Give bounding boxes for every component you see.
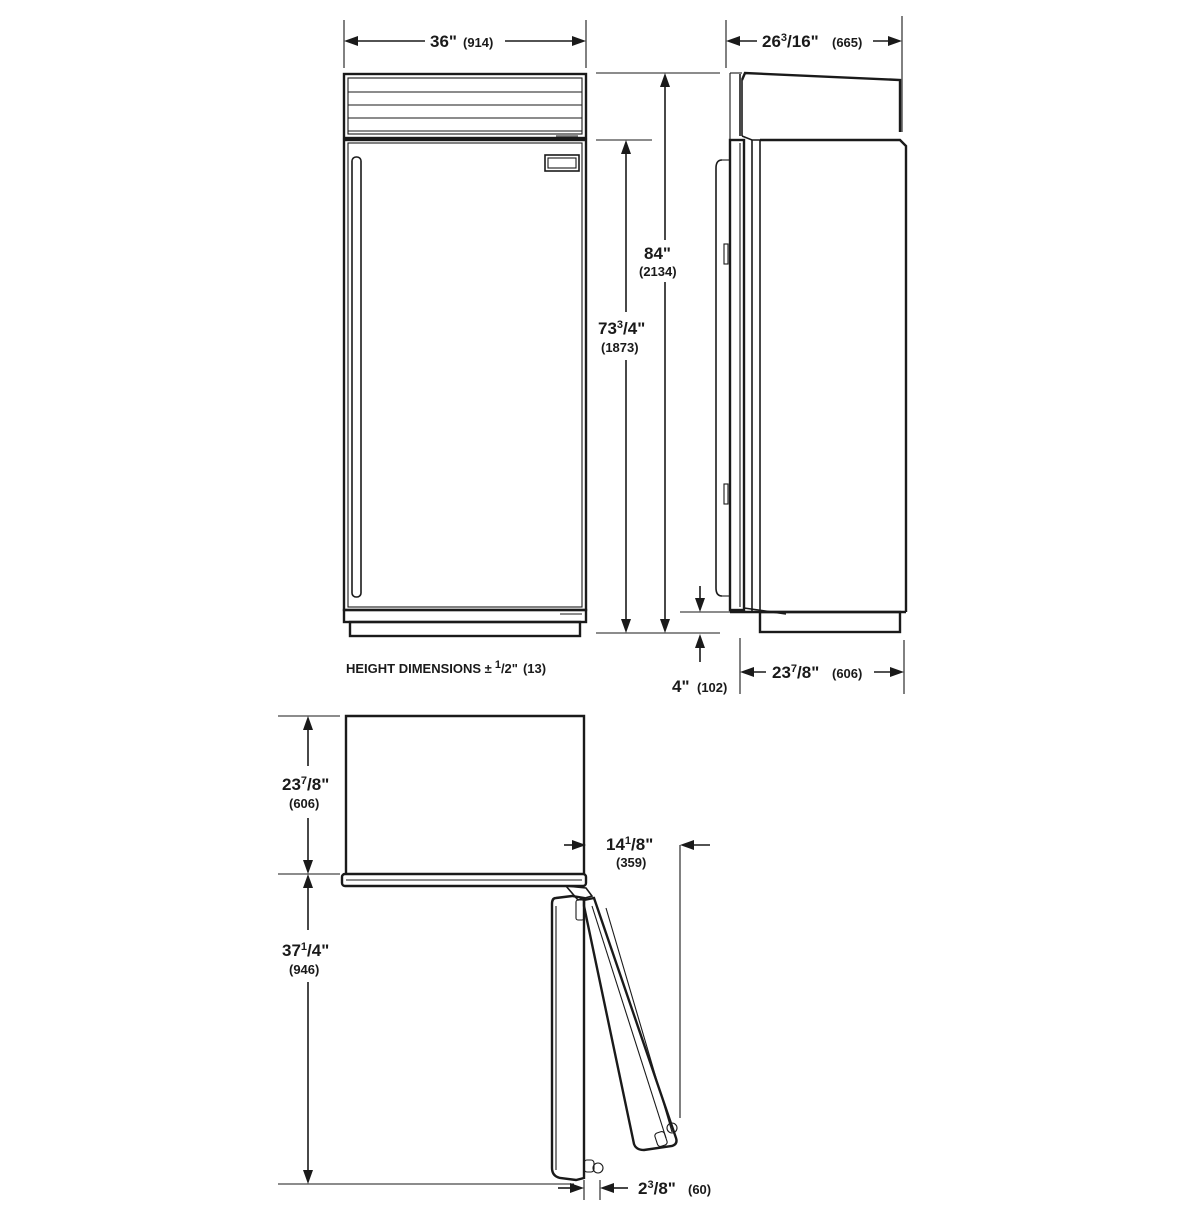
swing-mm: (946) [289, 962, 320, 977]
cabinet-depth-frac-num: 7 [790, 663, 798, 675]
door-height-label [598, 319, 645, 338]
door-thickness-frac-num: 3 [647, 1179, 654, 1191]
front-door-inner [348, 143, 582, 607]
height-note-mm: (13) [522, 661, 547, 676]
depth-frac-den: /16" [787, 32, 819, 51]
base-height-dimension [672, 586, 730, 696]
door-thickness-label [638, 1179, 676, 1198]
front-grille-inner [348, 78, 582, 134]
clearance-frac-num: 1 [624, 835, 632, 847]
door-height-frac-num: 3 [616, 319, 624, 331]
door-height-dimension [596, 140, 652, 633]
clearance-mm: (359) [616, 855, 647, 870]
depth-whole: 26 [762, 32, 781, 51]
top-depth-mm: (606) [289, 796, 320, 811]
swing-frac-den: /4" [307, 941, 330, 960]
door-thickness-mm: (60) [688, 1182, 712, 1197]
swing-whole: 37 [282, 941, 301, 960]
side-base [760, 612, 900, 632]
top-cabinet [346, 716, 584, 874]
cabinet-depth-frac-den: /8" [797, 663, 820, 682]
depth-label [762, 32, 819, 51]
door-height-mm: (1873) [601, 340, 639, 355]
height-note-frac-den: /2" [500, 661, 518, 676]
open-door-wide [584, 898, 677, 1150]
front-toe-kick [350, 622, 580, 636]
front-grille [344, 74, 586, 138]
swing-label [282, 941, 329, 960]
depth-frac-num: 3 [780, 32, 788, 44]
top-depth-frac-num: 7 [300, 775, 308, 787]
side-view [716, 73, 906, 632]
door-thickness-frac-den: /8" [653, 1179, 676, 1198]
overall-height-mm: (2134) [639, 264, 677, 279]
height-note-frac-num: 1 [494, 659, 501, 671]
door-handle [352, 157, 361, 597]
height-dimensions-note [346, 659, 546, 676]
height-note-text: HEIGHT DIMENSIONS ± [346, 661, 492, 676]
side-door-edge [730, 140, 744, 610]
base-height-mm: (102) [697, 680, 728, 695]
top-view [342, 716, 677, 1180]
width-mm-label: (914) [463, 35, 494, 50]
cabinet-depth-dimension [740, 638, 904, 694]
overall-height-label: 84" [644, 244, 671, 263]
side-handle [716, 160, 722, 596]
logo-badge [545, 155, 579, 171]
door-height-whole: 73 [598, 319, 617, 338]
door-thickness-whole: 2 [638, 1179, 648, 1198]
cabinet-depth-whole: 23 [772, 663, 791, 682]
base-height-label: 4" [672, 677, 690, 696]
door-swing-dimension [278, 874, 574, 1184]
door-height-frac-den: /4" [623, 319, 646, 338]
clearance-frac-den: /8" [631, 835, 654, 854]
cabinet-depth-mm: (606) [832, 666, 863, 681]
width-dimension [344, 20, 586, 68]
door-thickness-dimension [558, 1179, 711, 1200]
front-base-trim [344, 610, 586, 622]
front-door [344, 140, 586, 610]
depth-mm: (665) [832, 35, 863, 50]
front-view [344, 74, 586, 636]
clearance-label [606, 835, 653, 854]
top-depth-whole: 23 [282, 775, 301, 794]
top-depth-frac-den: /8" [307, 775, 330, 794]
top-depth-label [282, 775, 329, 794]
open-door-90 [552, 896, 584, 1180]
cabinet-depth-label [772, 663, 819, 682]
side-cabinet [760, 140, 906, 612]
clearance-whole: 14 [606, 835, 625, 854]
swing-frac-num: 1 [300, 941, 308, 953]
width-label: 36" [430, 32, 457, 51]
top-depth-dimension [278, 716, 340, 874]
